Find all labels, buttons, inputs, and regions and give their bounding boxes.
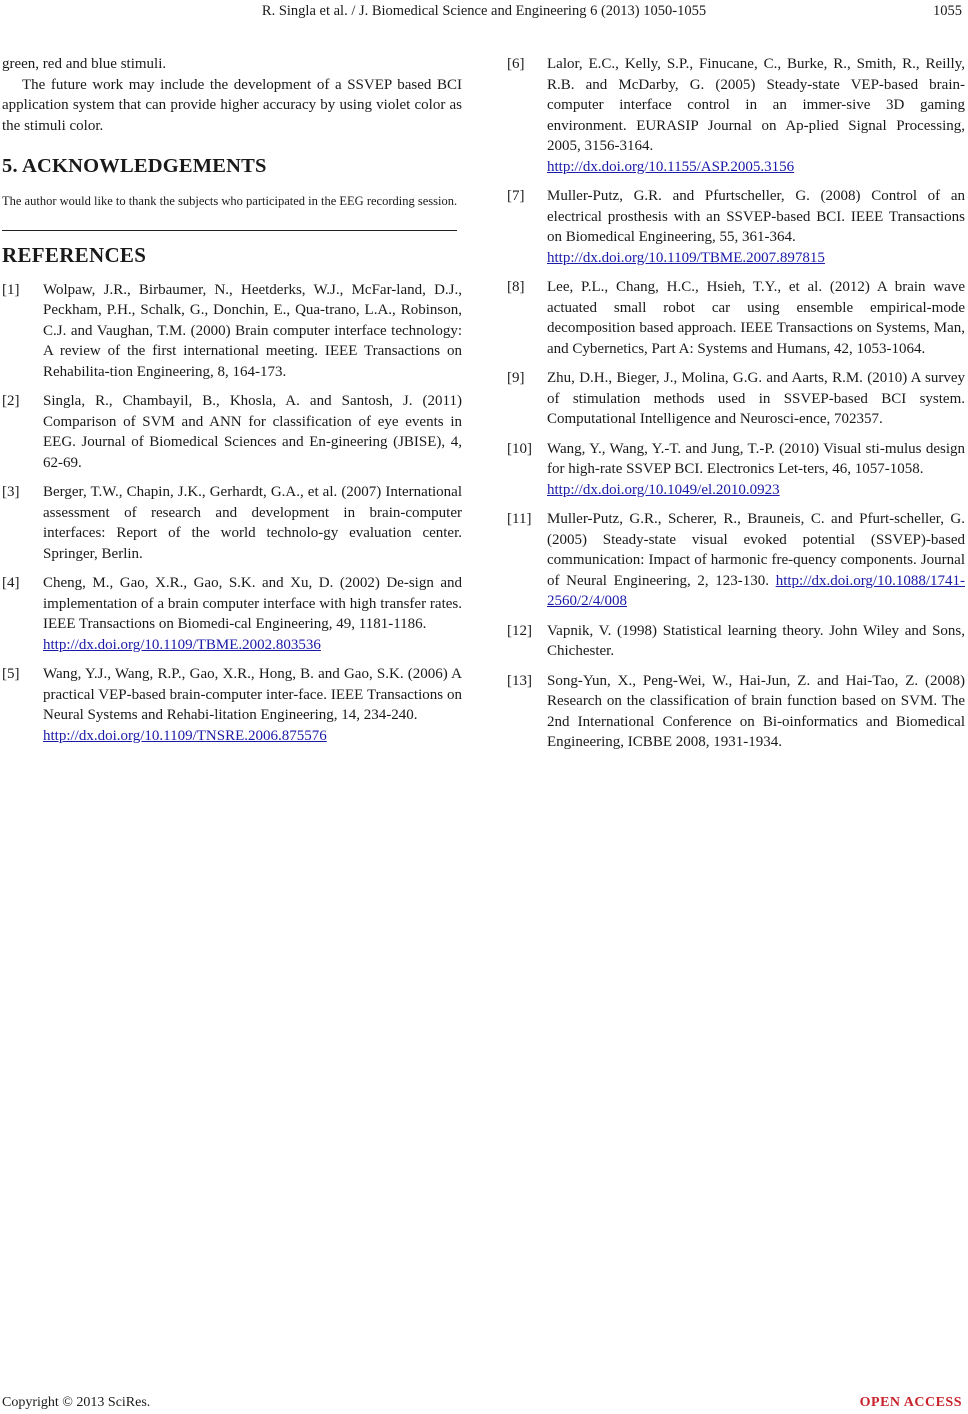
running-head: R. Singla et al. / J. Biomedical Science and Engineering 6 (2013) 1050-1055 [261,3,707,19]
reference-item [507,186,965,268]
reference-item [507,54,965,177]
reference-text: Cheng, M., Gao, X.R., Gao, S.K. and Xu, D. (2002) De-sign and implementation of a brain computer interface with high transfer rates. IEEE Transactions on Biomedi-cal Engineering, 49, 1181-1186. [43,575,462,632]
reference-number: [8] [507,279,525,295]
doi-link[interactable]: http://dx.doi.org/10.1109/TNSRE.2006.875576 [43,727,327,744]
reference-text: Singla, R., Chambayil, B., Khosla, A. and Santosh, J. (2011) Comparison of SVM and ANN for classification of eye events in EEG. Journal of Biomedical Sciences and En-gineering (JBISE), 4, 62-69. [43,393,462,471]
reference-item [507,509,965,612]
reference-number: [1] [2,281,20,298]
reference-item [2,391,462,473]
reference-number: [4] [2,575,20,591]
body-paragraph-1: green, red and blue stimuli. [2,56,167,72]
acknowledgements-heading: 5. ACKNOWLEDGEMENTS [2,155,267,177]
reference-item [507,368,965,430]
reference-text: Muller-Putz, G.R. and Pfurtscheller, G. (2008) Control of an electrical prosthesis with an SSVEP-based BCI. IEEE Transactions on Biomedical Engineering, 55, 361-364. [547,188,965,245]
reference-number: [6] [507,56,525,72]
reference-number: [7] [507,188,525,204]
references-heading: REFERENCES [2,243,147,267]
reference-item [507,671,965,753]
reference-number: [11] [507,511,532,527]
reference-text: Lalor, E.C., Kelly, S.P., Finucane, C., Burke, R., Smith, R., Reilly, R.B. and McDarby, G. (2005) Steady-state VEP-based brain-computer interface control in an immer-sive 3D gaming environment. EURASIP Journal on Ap-plied Signal Processing, 2005, 3156-3164. [547,56,965,154]
open-access-badge: OPEN ACCESS [859,1395,962,1410]
reference-number: [10] [507,440,532,457]
reference-number: [5] [2,666,20,682]
acknowledgements-text: The author would like to thank the subjects who participated in the EEG recording session. [2,193,458,208]
reference-number: [13] [507,672,532,689]
reference-number: [2] [2,393,20,409]
reference-text: Berger, T.W., Chapin, J.K., Gerhardt, G.A., et al. (2007) International assessment of research and development in brain-computer interfaces: Report of the world technolo-gy evaluation center. Springer, Berlin. [43,484,462,562]
reference-item [2,573,462,655]
reference-number: [9] [507,370,525,386]
reference-item [507,439,965,501]
doi-link[interactable]: http://dx.doi.org/10.1088/1741-2560/2/4/008 [547,572,966,609]
reference-text: Zhu, D.H., Bieger, J., Molina, G.G. and Aarts, R.M. (2010) A survey of stimulation methods used in SSVEP-based BCI system. Computational Intelligence and Neurosci-ence, 702357. [547,370,965,427]
reference-text: Muller-Putz, G.R., Scherer, R., Brauneis, C. and Pfurt-scheller, G. (2005) Steady-state visual evoked potential (SSVEP)-based communication: Impact of harmonic fre-quency components. Journal of Neural Engineering, 2, 123-130. [547,511,965,589]
reference-text: Wolpaw, J.R., Birbaumer, N., Heetderks, W.J., McFar-land, D.J., Peckham, P.H., Schalk, G., Donchin, E., Qua-trano, L.A., Robinson, C.J. and Vaughan, T.M. (2000) Brain computer interface technology: A review of the first international meeting. IEEE Transactions on Rehabilita-tion Engineering, 8, 164-173. [43,281,462,380]
reference-item [507,621,965,662]
doi-link[interactable]: http://dx.doi.org/10.1155/ASP.2005.3156 [547,158,795,175]
doi-link[interactable]: http://dx.doi.org/10.1109/TBME.2002.803536 [43,636,321,653]
reference-text: Song-Yun, X., Peng-Wei, W., Hai-Jun, Z. and Hai-Tao, Z. (2008) Research on the classification of brain function based on SVM. The 2nd International Conference on Bi-oinformatics and Biomedical Engineering, ICBBE 2008, 1931-1934. [547,672,965,750]
copyright-notice: Copyright © 2013 SciRes. [2,1395,151,1410]
page-header [0,0,968,22]
left-column [2,54,462,755]
reference-item [2,664,462,746]
reference-number: [12] [507,622,532,639]
page-number: 1055 [933,3,962,19]
body-paragraph-2: The future work may include the development of a SSVEP based BCI application system that can provide higher accuracy by using violet color as the stimuli color. [2,76,462,134]
reference-text: Wang, Y.J., Wang, R.P., Gao, X.R., Hong, B. and Gao, S.K. (2006) A practical VEP-based brain-computer inter-face. IEEE Transactions on Neural Systems and Rehabi-litation Engineering, 14, 234-240. [43,666,462,723]
reference-text: Wang, Y., Wang, Y.-T. and Jung, T.-P. (2010) Visual sti-mulus design for high-rate SSVEP BCI. Electronics Let-ters, 46, 1057-1058. [547,440,965,477]
section-divider [2,230,457,231]
doi-link[interactable]: http://dx.doi.org/10.1049/el.2010.0923 [547,481,780,498]
reference-text: Vapnik, V. (1998) Statistical learning theory. John Wiley and Sons, Chichester. [547,622,965,659]
reference-text: Lee, P.L., Chang, H.C., Hsieh, T.Y., et al. (2012) A brain wave actuated small robot car using ensemble empirical-mode decomposition based approach. IEEE Transactions on Systems, Man, and Cybernetics, Part A: Systems and Humans, 42, 1053-1064. [547,279,965,357]
reference-item [507,277,965,359]
reference-item [2,482,462,564]
reference-number: [3] [2,484,20,500]
reference-item [2,280,462,383]
doi-link[interactable]: http://dx.doi.org/10.1109/TBME.2007.897815 [547,249,825,266]
right-column [507,54,965,762]
